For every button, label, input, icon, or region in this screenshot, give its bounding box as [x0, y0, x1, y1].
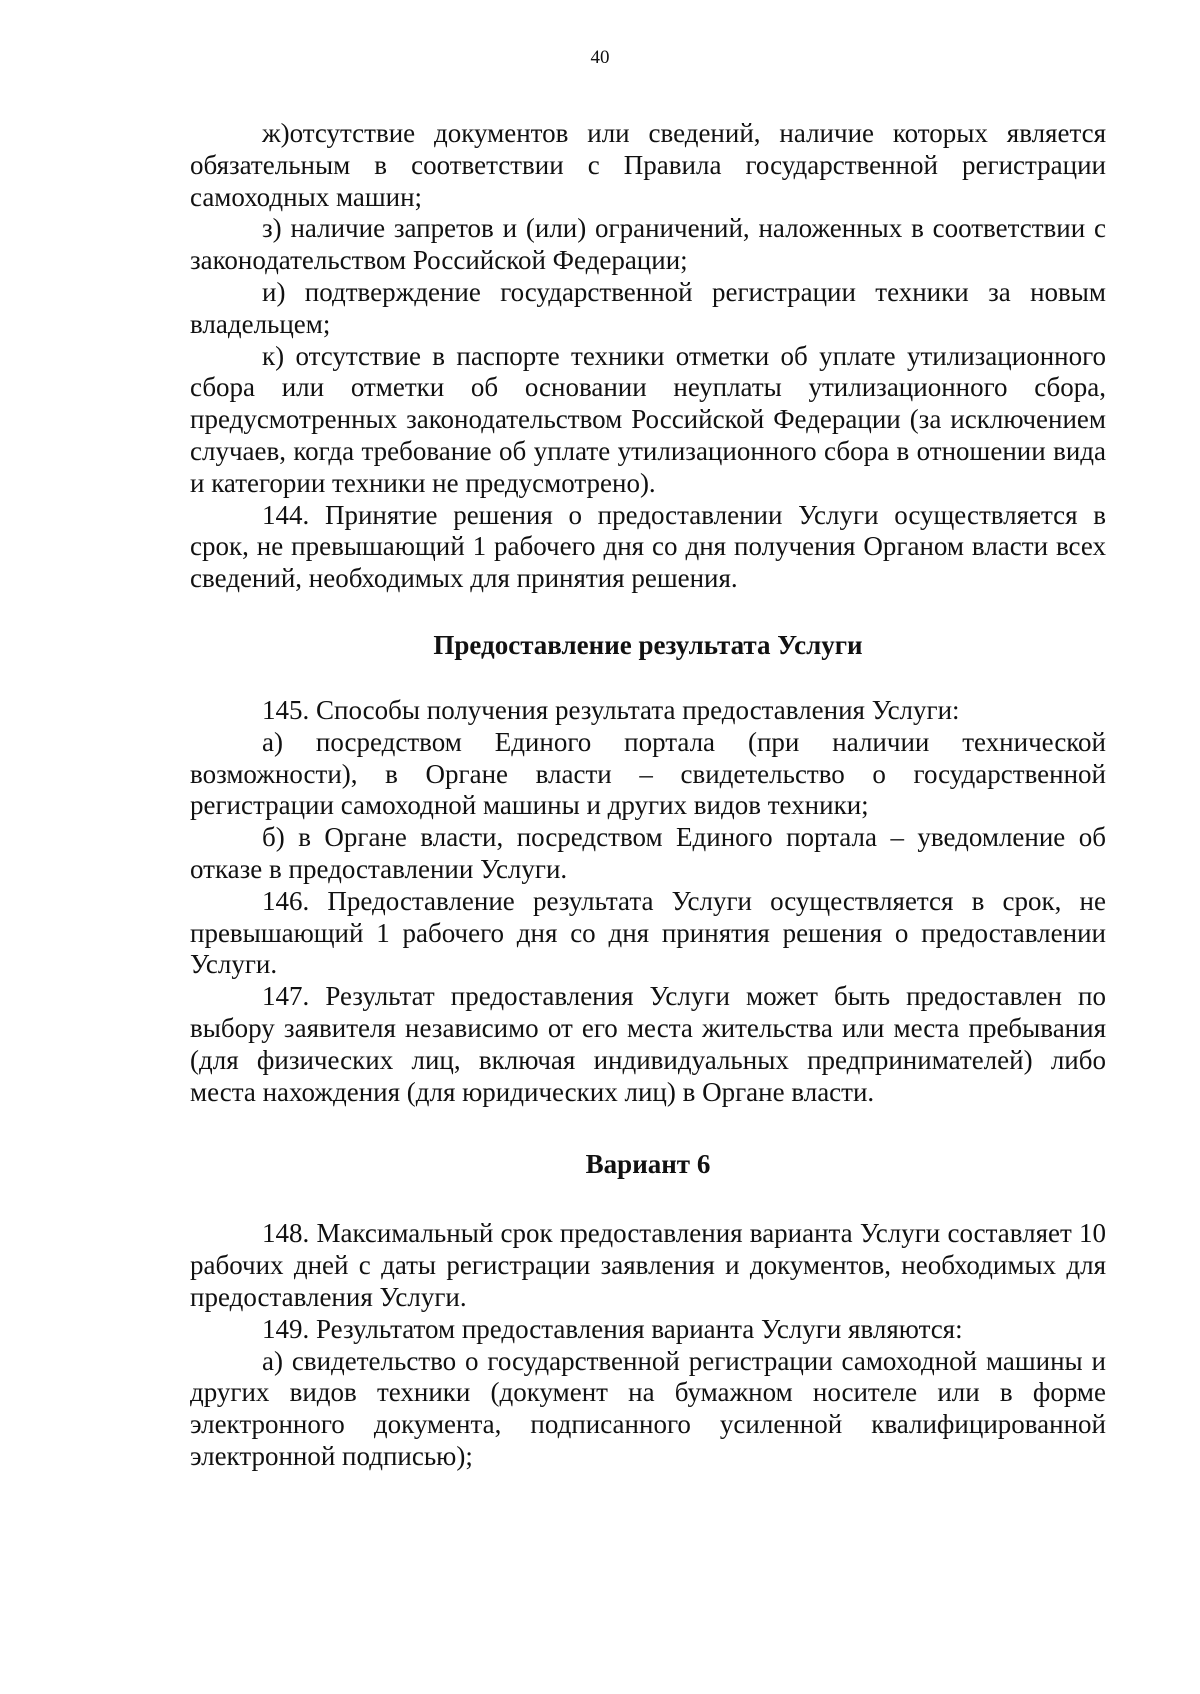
paragraph-147: 147. Результат предоставления Услуги может быть предоставлен по выбору заявителя независимо от его места жительства или места пребывания (для физических лиц, включая индивидуальных предпринимателей) либо места нахождения (для юридических лиц) в Органе власти. — [190, 981, 1106, 1107]
section-heading-variant-6: Вариант 6 — [585, 1149, 711, 1180]
paragraph-145-b: б) в Органе власти, посредством Единого портала – уведомление об отказе в предоставлении Услуги. — [190, 822, 1106, 884]
paragraph-146: 146. Предоставление результата Услуги осуществляется в срок, не превышающий 1 рабочего дня со дня принятия решения о предоставлении Услуги. — [190, 885, 1106, 980]
paragraph-zh: ж)отсутствие документов или сведений, наличие которых является обязательным в соответствии с Правила государственной регистрации самоходных машин; — [190, 118, 1106, 212]
paragraph-145: 145. Способы получения результата предоставления Услуги: — [262, 694, 960, 725]
paragraph-149-a: а) свидетельство о государственной регистрации самоходной машины и других видов техники (документ на бумажном носителе или в форме электронного документа, подписанного усиленной квалифицированной электронной подписью); — [190, 1345, 1106, 1471]
paragraph-145-a: а) посредством Единого портала (при наличии технической возможности), в Органе власти – свидетельство о государственной регистрации самоходной машины и других видов техники; — [190, 726, 1106, 821]
paragraph-149: 149. Результатом предоставления варианта Услуги являются: — [262, 1313, 963, 1344]
paragraph-144: 144. Принятие решения о предоставлении Услуги осуществляется в срок, не превышающий 1 рабочего дня со дня получения Органом власти всех сведений, необходимых для принятия решения. — [190, 499, 1106, 594]
section-heading-result: Предоставление результата Услуги — [433, 629, 863, 660]
paragraph-k: к) отсутствие в паспорте техники отметки об уплате утилизационного сбора или отметки об основании неуплаты утилизационного сбора, предусмотренных законодательством Российской Федерации (за исключением случаев, когда требование об уплате утилизационного сбора в отношении вида и категории техники не предусмотрено). — [190, 340, 1106, 498]
page-number: 40 — [590, 47, 610, 68]
document-body — [190, 118, 1106, 1473]
paragraph-i: и) подтверждение государственной регистрации техники за новым владельцем; — [190, 276, 1106, 339]
paragraph-148: 148. Максимальный срок предоставления варианта Услуги составляет 10 рабочих дней с даты регистрации заявления и документов, необходимых для предоставления Услуги. — [190, 1218, 1106, 1312]
paragraph-z: з) наличие запретов и (или) ограничений, наложенных в соответствии с законодательством Российской Федерации; — [190, 213, 1106, 276]
